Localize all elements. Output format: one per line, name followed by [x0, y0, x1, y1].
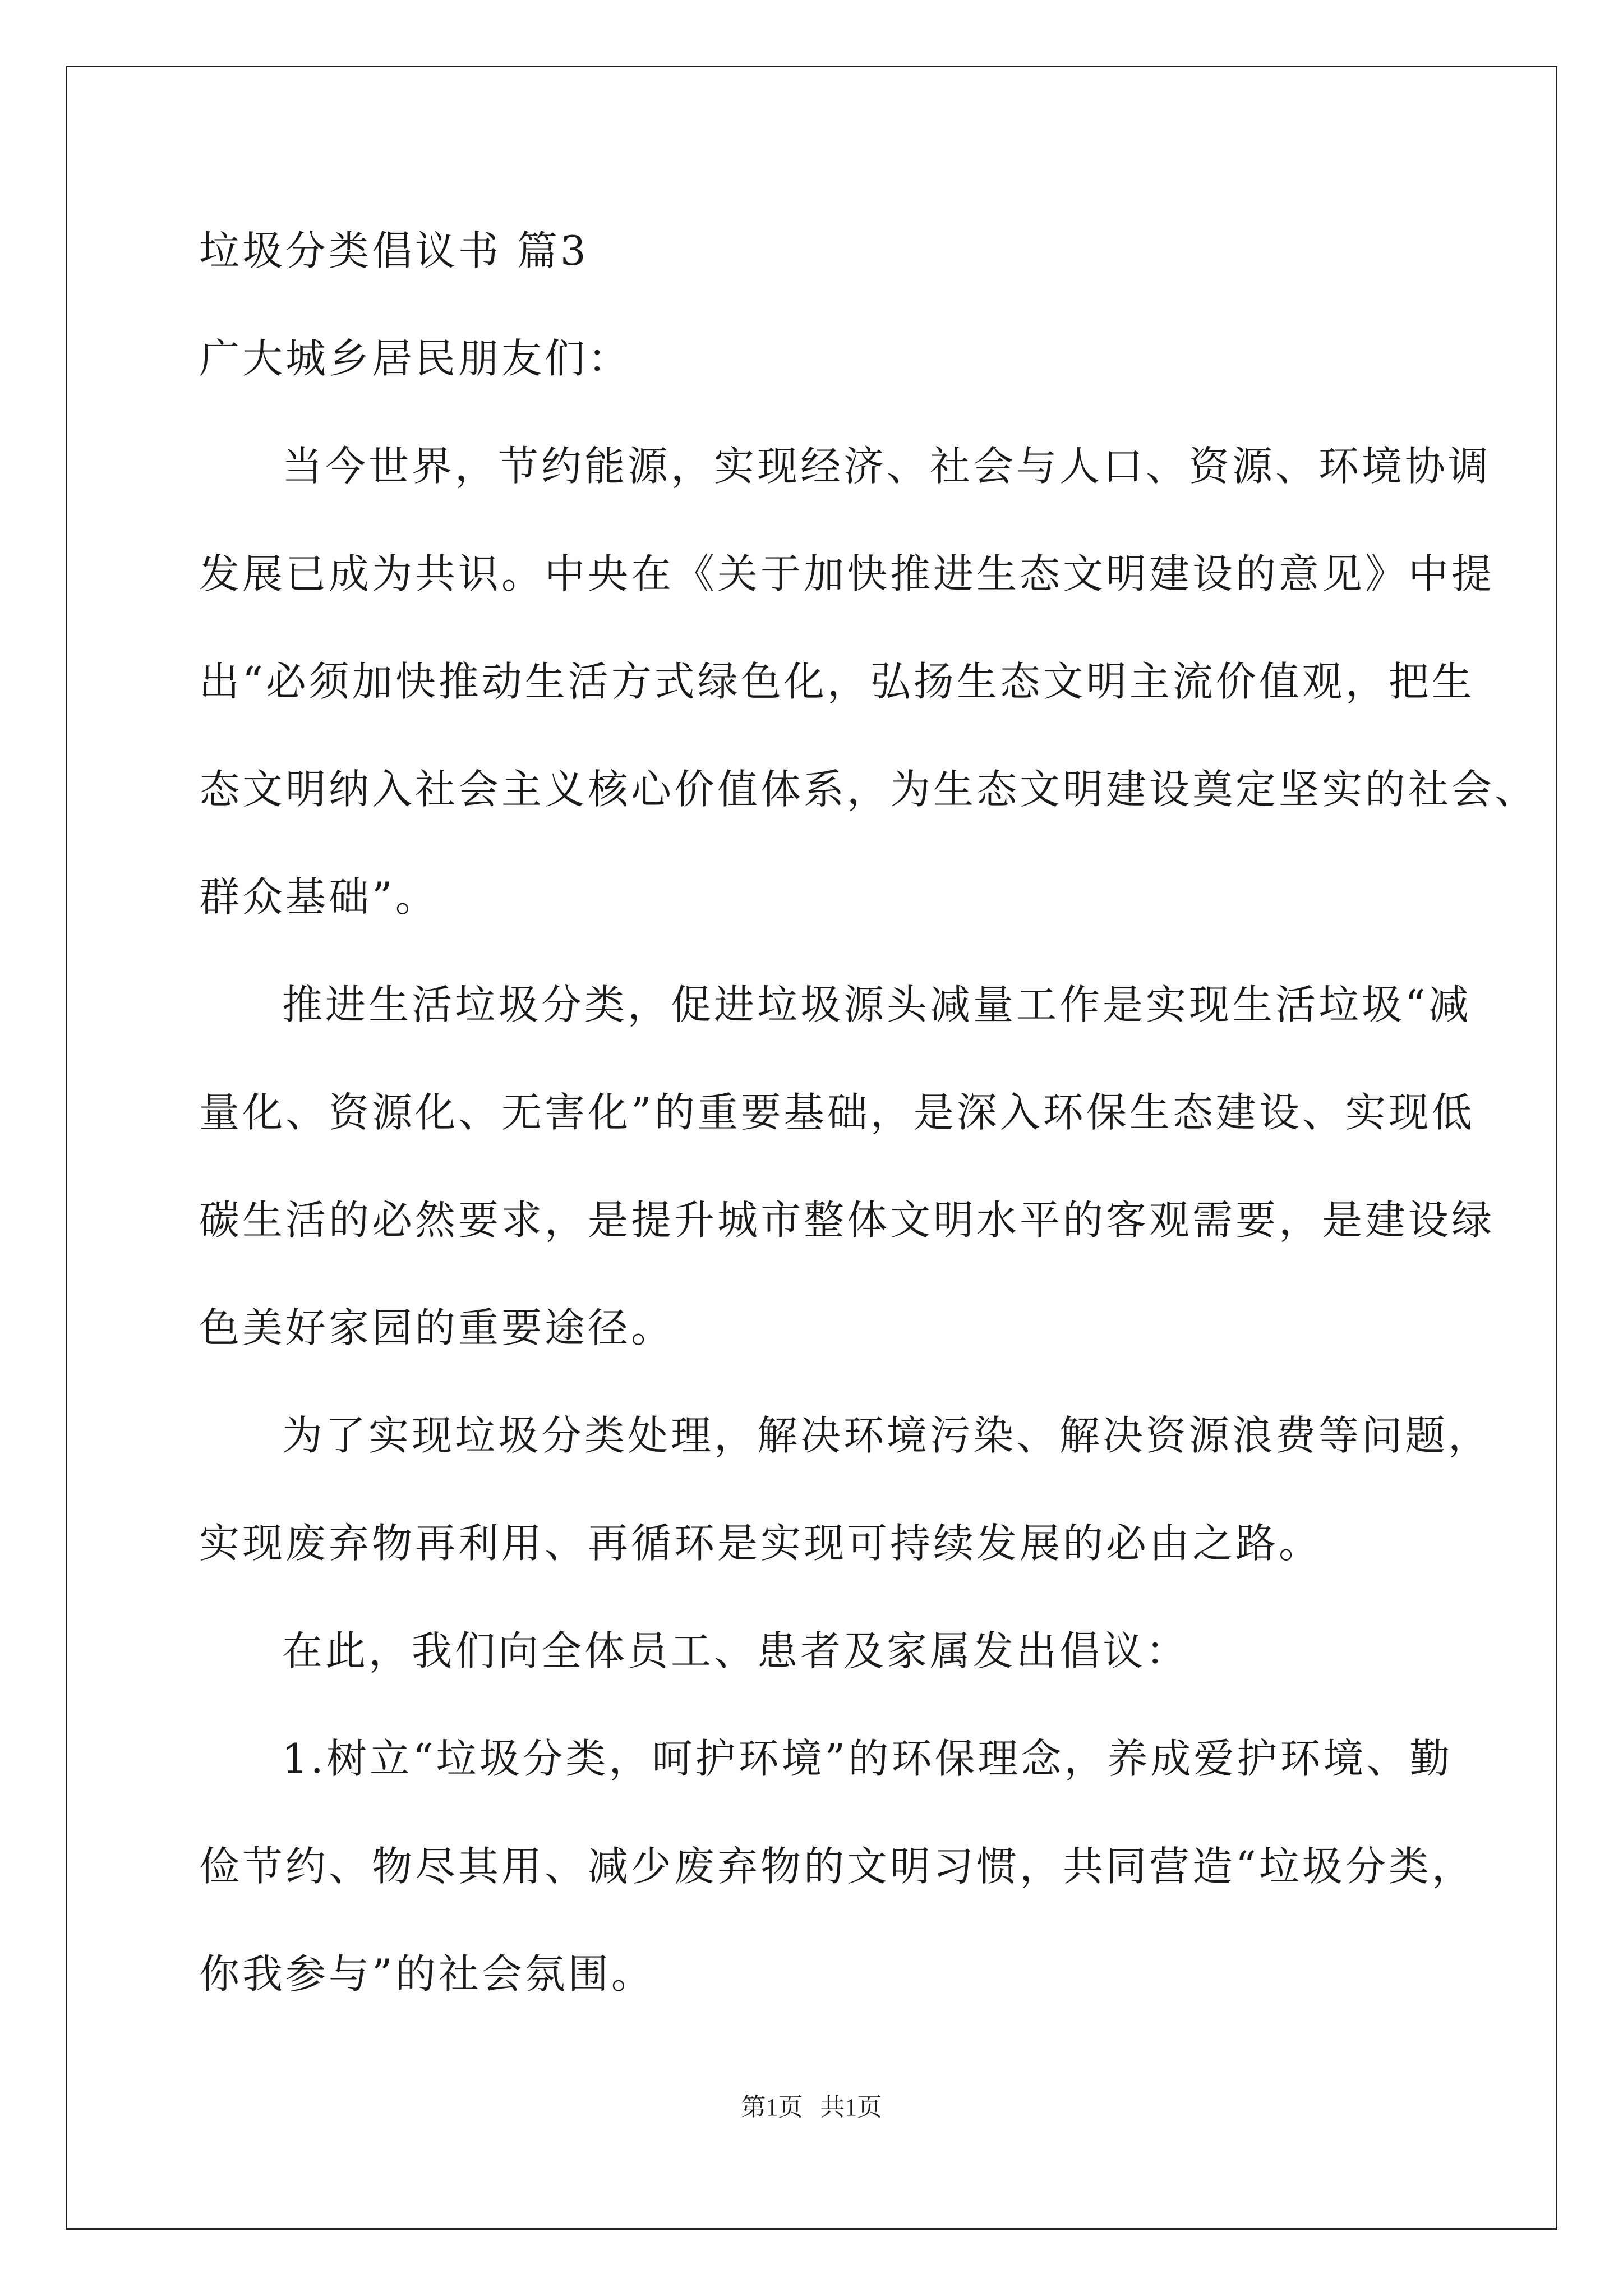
page-footer	[0, 2087, 1623, 2123]
paragraph-line: 俭节约、物尽其用、减少废弃物的文明习惯，共同营造“垃圾分类，	[199, 1843, 1475, 1890]
paragraph-line: 当今世界，节约能源，实现经济、社会与人口、资源、环境协调	[282, 443, 1492, 490]
paragraph-line: 群众基础”。	[199, 873, 439, 921]
paragraph-line: 色美好家园的重要途径。	[199, 1304, 675, 1351]
page-border	[66, 66, 1557, 2230]
paragraph-line: 在此，我们向全体员工、患者及家属发出倡议：	[282, 1627, 1189, 1674]
paragraph-line: 你我参与”的社会氛围。	[199, 1950, 654, 1998]
page-number: 第1页	[741, 2093, 803, 2121]
greeting: 广大城乡居民朋友们：	[199, 335, 631, 382]
paragraph-line: 1.树立“垃圾分类，呵护环境”的环保理念，养成爱护环境、勤	[282, 1735, 1453, 1782]
document-title: 垃圾分类倡议书 篇3	[199, 227, 589, 274]
paragraph-line: 推进生活垃圾分类，促进垃圾源头减量工作是实现生活垃圾“减	[282, 981, 1472, 1028]
paragraph-line: 发展已成为共识。中央在《关于加快推进生态文明建设的意见》中提	[199, 550, 1495, 597]
paragraph-line: 碳生活的必然要求，是提升城市整体文明水平的客观需要，是建设绿	[199, 1197, 1495, 1244]
paragraph-line: 出“必须加快推动生活方式绿色化，弘扬生态文明主流价值观，把生	[199, 658, 1475, 705]
paragraph-line: 实现废弃物再利用、再循环是实现可持续发展的必由之路。	[199, 1520, 1322, 1567]
paragraph-line: 态文明纳入社会主义核心价值体系，为生态文明建设奠定坚实的社会、	[199, 766, 1538, 813]
paragraph-line: 为了实现垃圾分类处理，解决环境污染、解决资源浪费等问题，	[282, 1412, 1492, 1459]
page-total: 共1页	[820, 2093, 882, 2121]
paragraph-line: 量化、资源化、无害化”的重要基础，是深入环保生态建设、实现低	[199, 1089, 1475, 1136]
